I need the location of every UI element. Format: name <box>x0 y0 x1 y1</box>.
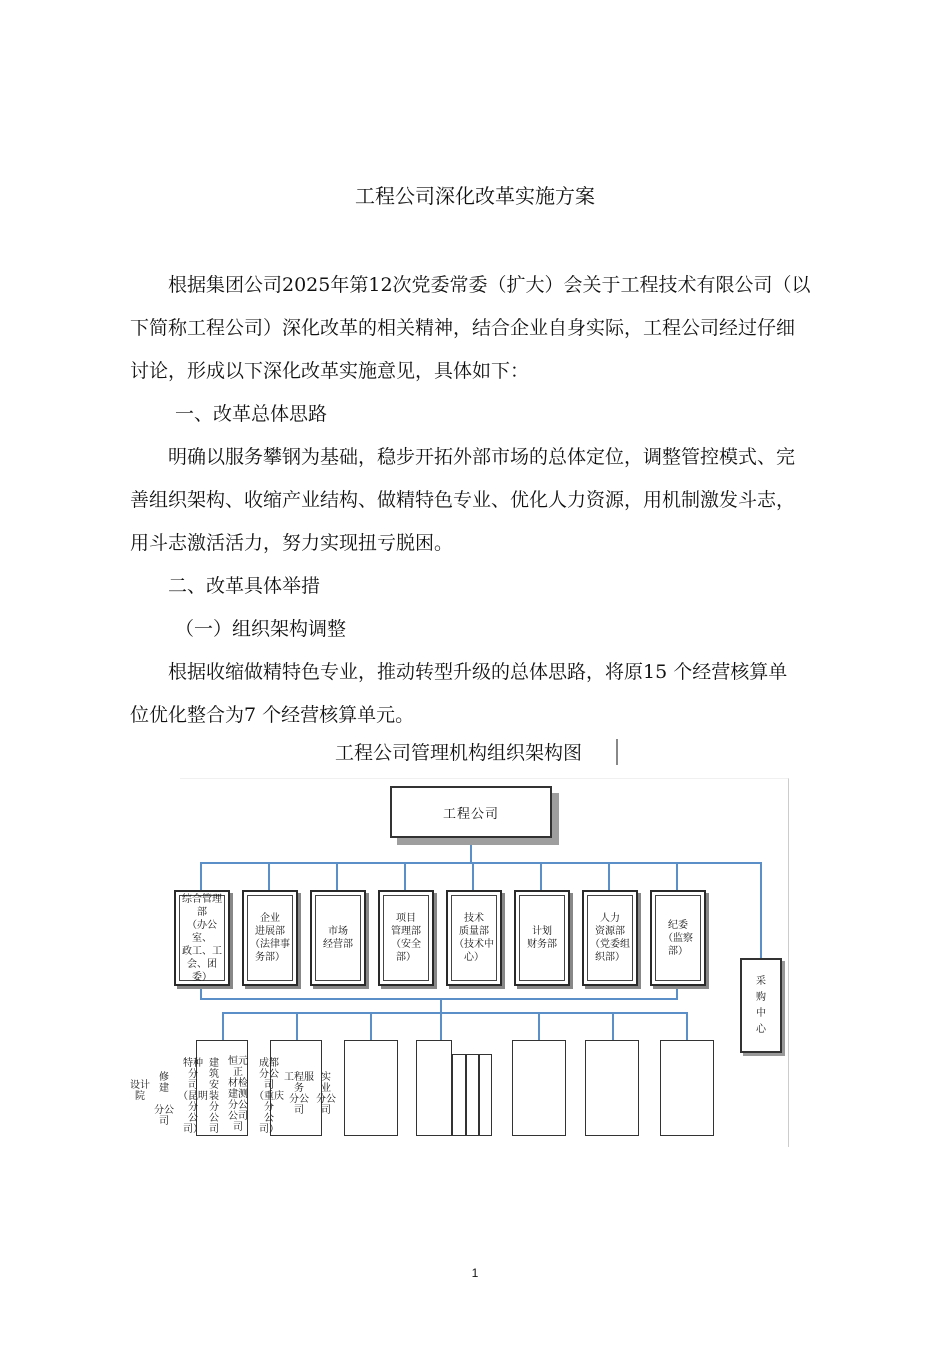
connector-sub-drop-1 <box>222 1012 224 1040</box>
intro-line-3: 讨论，形成以下深化改革实施意见，具体如下： <box>130 360 530 382</box>
connector-sub-bus <box>222 1012 688 1014</box>
subsection1-heading: （一）组织架构调整 <box>175 618 347 640</box>
section1-line-1: 明确以服务攀钢为基础，稳步开拓外部市场的总体定位，调整管控模式、完 <box>168 446 796 468</box>
sub-label-chengdu: 成都 分公 司 （重庆 分 公 司） <box>254 1058 284 1135</box>
org-chart-title: 工程公司管理机构组织架构图 <box>335 742 583 764</box>
sub-box-6 <box>585 1040 639 1136</box>
dept-box-1 <box>174 890 230 986</box>
connector-purch-drop <box>760 862 762 958</box>
connector-dept-rise-1 <box>200 986 202 998</box>
dept-label-1: 综合管理部 （办公室、 政工、工 会、团委） <box>179 895 225 981</box>
sub-label-industrial: 实 业 分公 司 <box>316 1072 336 1116</box>
section2-heading: 二、改革具体举措 <box>168 575 321 597</box>
connector-dept-drop-2 <box>268 862 270 890</box>
sub-label-hengyuan: 恒元 正 材检 建测 分公 公司 司 <box>228 1056 248 1133</box>
subsection1-line-1: 根据收缩做精特色专业，推动转型升级的总体思路，将原15 个经营核算单 <box>168 661 788 683</box>
connector-sub-drop-3 <box>370 1012 372 1040</box>
sub-label-repair: 修 建 分公 司 <box>154 1072 174 1127</box>
dept-label-6: 计划 财务部 <box>519 895 565 981</box>
dept-box-7 <box>582 890 638 986</box>
connector-sub-drop-5 <box>538 1012 540 1040</box>
section1-line-2: 善组织架构、收缩产业结构、做精特色专业、优化人力资源，用机制激发斗志， <box>130 489 796 511</box>
sub-box-4d <box>479 1054 492 1136</box>
connector-dept-bus-bottom <box>200 998 678 1000</box>
connector-dept-drop-3 <box>336 862 338 890</box>
dept-label-7: 人力 资源部 （党委组 织部） <box>587 895 633 981</box>
subsection1-line-2: 位优化整合为7 个经营核算单元。 <box>130 704 415 726</box>
sub-box-3 <box>344 1040 398 1136</box>
dept-box-4 <box>378 890 434 986</box>
connector-dept-drop-7 <box>608 862 610 890</box>
section1-heading: 一、改革总体思路 <box>175 403 328 425</box>
document-title: 工程公司深化改革实施方案 <box>355 184 595 208</box>
intro-line-1: 根据集团公司2025年第12次党委常委（扩大）会关于工程技术有限公司（以 <box>168 274 811 296</box>
dept-box-6 <box>514 890 570 986</box>
connector-sub-trunk <box>440 1000 442 1012</box>
connector-sub-drop-7 <box>686 1012 688 1040</box>
dept-box-5 <box>446 890 502 986</box>
sub-box-4 <box>416 1040 452 1136</box>
connector-dept-drop-6 <box>540 862 542 890</box>
connector-sub-drop-2 <box>296 1012 298 1040</box>
dept-box-2 <box>242 890 298 986</box>
purchasing-center-box: 采 购 中 心 <box>740 958 782 1053</box>
page-number: 1 <box>471 1266 479 1280</box>
root-node: 工程公司 <box>390 786 552 838</box>
dept-box-3 <box>310 890 366 986</box>
org-chart-title-bar <box>616 739 618 765</box>
intro-line-2: 下简称工程公司）深化改革的相关精神，结合企业自身实际，工程公司经过仔细 <box>130 317 796 339</box>
dept-label-8: 纪委 （监察 部） <box>655 895 701 981</box>
connector-sub-drop-4 <box>440 1012 442 1040</box>
dept-label-3: 市场 经营部 <box>315 895 361 981</box>
section1-line-3: 用斗志激活活力，努力实现扭亏脱困。 <box>130 532 454 554</box>
sub-label-construction: 建 筑 安 装 分 公 司 <box>209 1058 219 1135</box>
dept-label-5: 技术 质量部 （技术中 心） <box>451 895 497 981</box>
sub-label-design-institute: 设计 院 <box>130 1080 150 1102</box>
connector-dept-rise-8 <box>676 986 678 998</box>
dept-label-4: 项目 管理部 （安全 部） <box>383 895 429 981</box>
connector-dept-drop-4 <box>404 862 406 890</box>
connector-sub-drop-6 <box>612 1012 614 1040</box>
sub-box-5 <box>512 1040 566 1136</box>
sub-label-engineering-service: 工程服 务 分公 司 <box>284 1072 314 1116</box>
connector-dept-drop-1 <box>200 862 202 890</box>
sub-box-7 <box>660 1040 714 1136</box>
connector-root-down <box>470 838 472 862</box>
connector-dept-drop-8 <box>676 862 678 890</box>
dept-box-8 <box>650 890 706 986</box>
sub-box-4b <box>452 1054 466 1136</box>
sub-label-special: 特种 分 司 （昆明 分 公 司） <box>178 1058 208 1135</box>
sub-box-4c <box>466 1054 479 1136</box>
dept-label-2: 企业 进展部 （法律事 务部） <box>247 895 293 981</box>
connector-dept-drop-5 <box>472 862 474 890</box>
